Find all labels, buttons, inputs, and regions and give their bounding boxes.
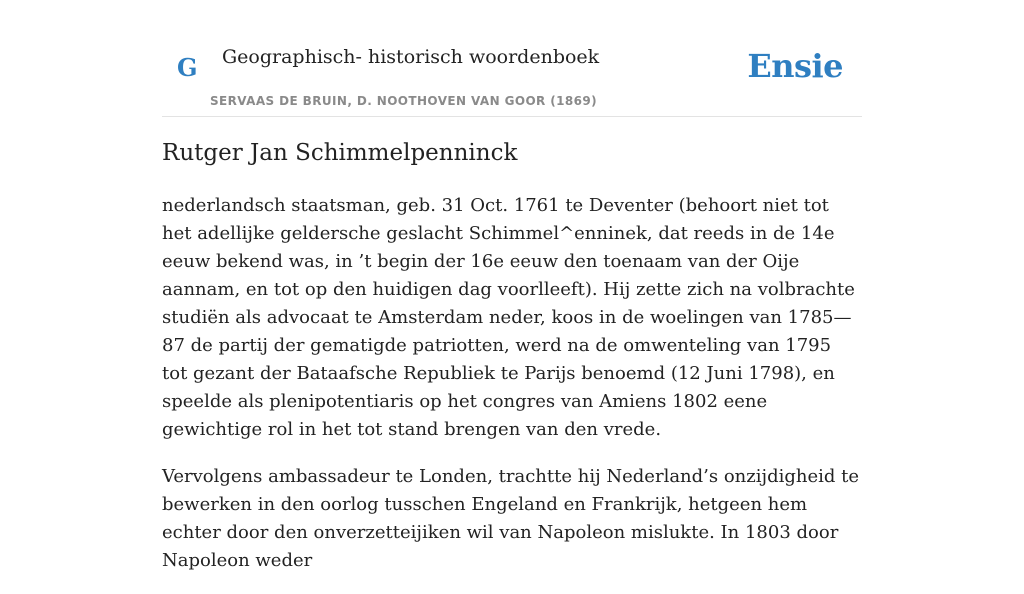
book-title-link[interactable]: Geographisch- historisch woordenboek — [222, 46, 600, 68]
book-authors: SERVAAS DE BRUIN, D. NOOTHOVEN VAN GOOR (1869) — [210, 94, 598, 108]
ensie-logo-link[interactable]: Ensie — [747, 47, 843, 85]
document-page — [162, 0, 862, 571]
entry-body — [162, 192, 862, 594]
entry-paragraph: Vervolgens ambassadeur te Londen, trachtte hij Nederland’s onzijdigheid te bewerken in den oorlog tusschen Engeland en Frankrijk, hetgeen hem echter door den onverzetteijiken wil van Napoleon mislukte. In 1803 door Napoleon weder — [162, 466, 860, 571]
book-header — [162, 0, 862, 117]
entry-title: Rutger Jan Schimmelpenninck — [162, 140, 518, 166]
entry-paragraph: nederlandsch staatsman, geb. 31 Oct. 1761 te Deventer (behoort niet tot het adellijke geldersche geslacht Schimmel^enninek, dat reeds in de 14e eeuw bekend was, in ’t begin der 16e eeuw den toenaam van der Oije aannam, en tot op den huidigen dag voorlleeft). Hij zette zich na volbrachte studiën als advocaat te Amsterdam neder, koos in de woelingen van 1785—87 de partij der gematigde patriotten, werd na de omwenteling van 1795 tot gezant der Bataafsche Republiek te Parijs benoemd (12 Juni 1798), en speelde als plenipotentiaris op het congres van Amiens 1802 eene gewichtige rol in het tot stand brengen van den vrede. — [162, 195, 855, 440]
book-letter-icon: G — [177, 53, 198, 82]
